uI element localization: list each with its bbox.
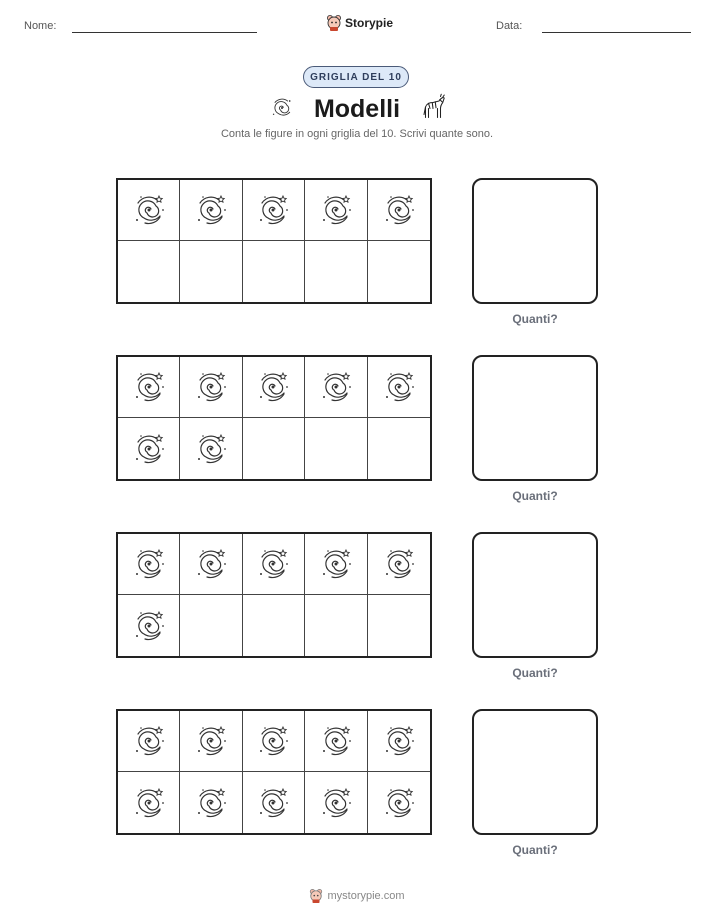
ten-frame-cell-filled (305, 180, 367, 241)
storypie-mascot-icon (326, 14, 342, 32)
section-badge: GRIGLIA DEL 10 (303, 66, 409, 88)
ten-frame-cell-filled (118, 711, 180, 772)
galaxy-icon (253, 721, 293, 761)
answer-label: Quanti? (512, 666, 558, 680)
ten-frame-cell-filled (180, 418, 242, 479)
storypie-mascot-icon (309, 888, 323, 904)
galaxy-icon (129, 783, 169, 823)
galaxy-icon (129, 544, 169, 584)
galaxy-icon (379, 190, 419, 230)
ten-frame-cell-filled (243, 772, 305, 833)
galaxy-icon (316, 721, 356, 761)
galaxy-icon (191, 544, 231, 584)
galaxy-icon (253, 190, 293, 230)
galaxy-icon (379, 721, 419, 761)
ten-frame-cell-empty (243, 595, 305, 656)
galaxy-icon (316, 190, 356, 230)
ten-frame (116, 178, 432, 304)
galaxy-icon (129, 429, 169, 469)
ten-frame-cell-filled (243, 357, 305, 418)
ten-frame-cell-filled (368, 711, 430, 772)
footer-url: mystorypie.com (327, 890, 405, 902)
ten-frame-cell-filled (180, 180, 242, 241)
galaxy-icon (379, 367, 419, 407)
galaxy-icon (129, 190, 169, 230)
ten-frame-cell-empty (368, 595, 430, 656)
galaxy-icon (253, 367, 293, 407)
ten-frame-cell-filled (368, 180, 430, 241)
ten-frame (116, 532, 432, 658)
ten-frame (116, 355, 432, 481)
ten-frame-cell-empty (305, 241, 367, 302)
zebra-icon (418, 92, 448, 122)
ten-frame-cell-filled (243, 711, 305, 772)
ten-frame-cell-filled (118, 534, 180, 595)
answer-box[interactable] (472, 355, 598, 481)
ten-frame-cell-filled (243, 180, 305, 241)
ten-frame-cell-filled (368, 772, 430, 833)
ten-frame (116, 709, 432, 835)
ten-frame-cell-filled (368, 357, 430, 418)
name-label: Nome: (24, 20, 57, 32)
ten-frame-cell-empty (180, 241, 242, 302)
ten-frame-cell-filled (118, 595, 180, 656)
galaxy-icon (379, 783, 419, 823)
galaxy-icon (129, 367, 169, 407)
ten-frame-cell-filled (243, 534, 305, 595)
galaxy-icon (316, 783, 356, 823)
ten-frame-cell-filled (305, 772, 367, 833)
footer (0, 886, 714, 906)
galaxy-icon (253, 783, 293, 823)
date-label: Data: (496, 20, 523, 32)
answer-box[interactable] (472, 709, 598, 835)
ten-frame-cell-empty (118, 241, 180, 302)
brand-logo (326, 12, 393, 34)
name-line (72, 32, 257, 33)
ten-frame-cell-filled (305, 357, 367, 418)
date-line (542, 32, 691, 33)
title-row (0, 92, 714, 126)
ten-frame-cell-filled (180, 534, 242, 595)
ten-frame-cell-empty (180, 595, 242, 656)
answer-label: Quanti? (512, 843, 558, 857)
ten-frame-cell-filled (368, 534, 430, 595)
galaxy-icon (316, 367, 356, 407)
ten-frame-cell-filled (118, 418, 180, 479)
galaxy-icon (191, 190, 231, 230)
ten-frame-cell-filled (118, 772, 180, 833)
ten-frame-cell-filled (305, 711, 367, 772)
answer-label: Quanti? (512, 312, 558, 326)
ten-frame-cell-filled (118, 180, 180, 241)
ten-frame-cell-filled (180, 711, 242, 772)
ten-frame-cell-empty (368, 241, 430, 302)
ten-frame-cell-filled (180, 357, 242, 418)
galaxy-icon (316, 544, 356, 584)
galaxy-icon (129, 721, 169, 761)
ten-frame-cell-filled (305, 534, 367, 595)
ten-frame-cell-filled (180, 772, 242, 833)
ten-frame-cell-empty (243, 241, 305, 302)
instructions: Conta le figure in ogni griglia del 10. Scrivi quante sono. (220, 128, 494, 140)
ten-frame-cell-empty (305, 418, 367, 479)
galaxy-icon (191, 783, 231, 823)
ten-frame-cell-empty (368, 418, 430, 479)
ten-frame-cell-filled (118, 357, 180, 418)
brand-name: Storypie (345, 16, 394, 30)
galaxy-icon (191, 367, 231, 407)
ten-frame-cell-empty (243, 418, 305, 479)
galaxy-icon (129, 606, 169, 646)
galaxy-icon (379, 544, 419, 584)
answer-box[interactable] (472, 178, 598, 304)
answer-box[interactable] (472, 532, 598, 658)
answer-label: Quanti? (512, 489, 558, 503)
galaxy-icon (191, 429, 231, 469)
ten-frame-cell-empty (305, 595, 367, 656)
galaxy-icon (253, 544, 293, 584)
galaxy-icon (191, 721, 231, 761)
page-title: Modelli (313, 95, 401, 123)
